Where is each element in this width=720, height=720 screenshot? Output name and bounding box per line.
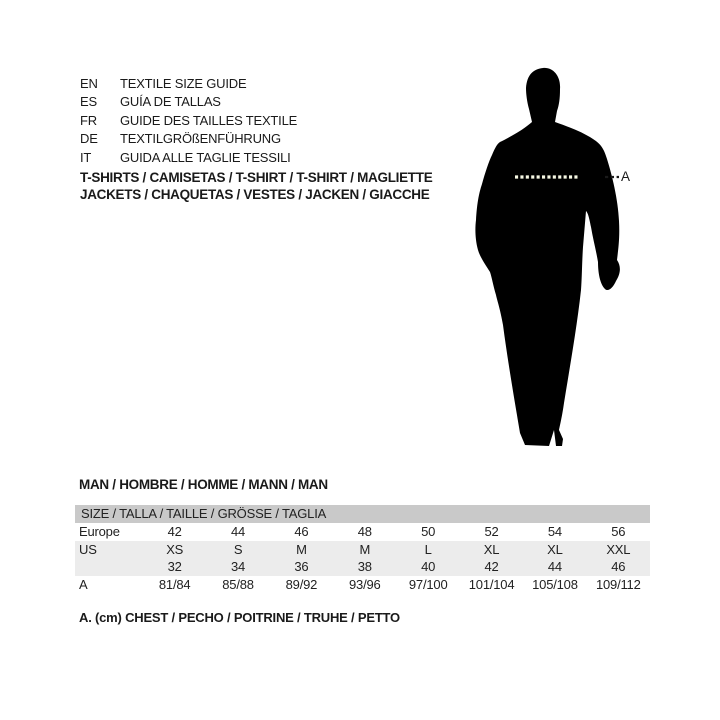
table-cell: 93/96 [349, 576, 381, 592]
language-label: TEXTILE SIZE GUIDE [120, 76, 247, 91]
language-code: EN [80, 76, 98, 91]
table-row-europe [75, 523, 650, 541]
table-cell: M [296, 541, 307, 557]
row-label: Europe [79, 524, 120, 540]
table-cell: 89/92 [285, 576, 318, 592]
table-cell: 101/104 [468, 576, 515, 592]
table-cell: 40 [421, 559, 436, 575]
measure-label-a: A [621, 169, 631, 184]
table-cell: 50 [421, 524, 436, 540]
table-cell: XXL [606, 541, 631, 557]
language-row-en [80, 75, 297, 93]
language-guide-list [80, 75, 297, 167]
table-cell: L [424, 541, 432, 557]
table-row-us [75, 541, 650, 559]
table-cell: 36 [294, 559, 309, 575]
language-row-de [80, 130, 297, 148]
size-table [75, 505, 650, 593]
language-code: DE [80, 131, 98, 147]
table-cell: 48 [357, 524, 372, 540]
table-cell: 42 [167, 524, 182, 540]
category-line-tshirts: T-SHIRTS / CAMISETAS / T-SHIRT / T-SHIRT / MAGLIETTE [80, 170, 433, 185]
table-cell: 44 [231, 524, 246, 540]
table-cell: M [359, 541, 371, 557]
table-cell: 105/108 [532, 576, 578, 592]
table-cell: 42 [484, 559, 499, 575]
table-cell: 97/100 [408, 576, 448, 592]
table-row-chest [75, 576, 650, 594]
language-row-fr [80, 112, 297, 130]
table-cell: 81/84 [158, 576, 191, 592]
section-title-man: MAN / HOMBRE / HOMME / MANN / MAN [79, 477, 328, 492]
row-label: US [79, 541, 97, 557]
table-cell: 46 [294, 524, 309, 540]
table-cell: 56 [611, 524, 626, 540]
table-cell: XS [166, 541, 184, 557]
table-cell: XL [547, 541, 563, 557]
garment-categories [80, 170, 432, 204]
table-cell: 52 [484, 524, 499, 540]
table-cell: 44 [547, 559, 562, 575]
size-table-header: SIZE / TALLA / TAILLE / GRÖSSE / TAGLIA [75, 505, 650, 523]
table-cell: S [233, 541, 243, 557]
man-silhouette [465, 63, 640, 463]
row-label: A [79, 576, 88, 592]
language-code: IT [80, 149, 92, 165]
table-cell: XL [483, 541, 500, 557]
language-label: TEXTILGRÖßENFÜHRUNG [120, 131, 281, 147]
measurement-footnote: A. (cm) CHEST / PECHO / POITRINE / TRUHE / PETTO [79, 610, 400, 625]
language-row-es [80, 93, 297, 111]
table-cell: 38 [357, 559, 372, 575]
table-cell: 54 [547, 524, 562, 540]
table-cell: 109/112 [595, 576, 641, 592]
table-cell: 32 [167, 559, 182, 575]
language-code: FR [80, 112, 97, 128]
language-code: ES [80, 94, 97, 110]
table-cell: 85/88 [222, 576, 254, 592]
man-silhouette-figure [465, 63, 640, 463]
table-cell: 46 [611, 559, 626, 575]
table-cell: 34 [231, 559, 246, 575]
table-row-numeric [75, 558, 650, 576]
language-label: GUÍA DE TALLAS [120, 94, 221, 110]
category-line-jackets: JACKETS / CHAQUETAS / VESTES / JACKEN / GIACCHE [80, 186, 430, 202]
language-label: GUIDA ALLE TAGLIE TESSILI [120, 149, 291, 165]
language-label: GUIDE DES TAILLES TEXTILE [120, 112, 298, 128]
language-row-it [80, 149, 297, 167]
